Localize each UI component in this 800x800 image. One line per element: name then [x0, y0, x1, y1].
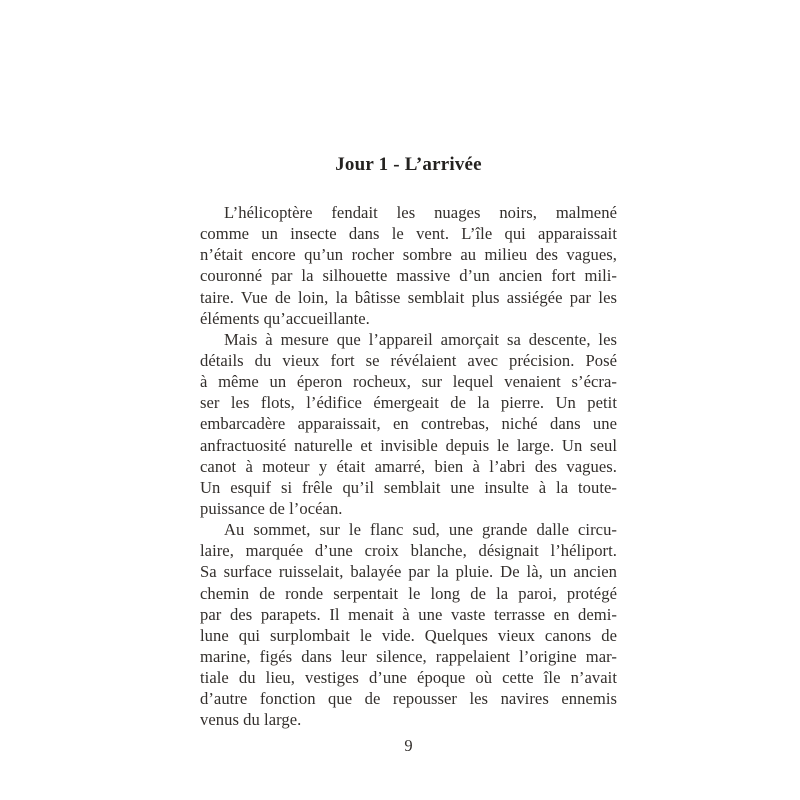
text-line: anfractuosité naturelle et invisible depuis le large. Un seul: [200, 435, 617, 455]
text-line: n’était encore qu’un rocher sombre au milieu des vagues,: [200, 245, 617, 265]
text-line: par des parapets. Il menait à une vaste terrasse en demi-: [200, 604, 617, 624]
text-line: laire, marquée d’une croix blanche, désignait l’héliport.: [200, 541, 617, 561]
paragraph: [200, 202, 617, 329]
paragraph: [200, 519, 617, 730]
text-line: chemin de ronde serpentait le long de la paroi, protégé: [200, 583, 617, 603]
text-line: Un esquif si frêle qu’il semblait une insulte à la toute-: [200, 477, 617, 497]
text-line: canot à moteur y était amarré, bien à l’abri des vagues.: [200, 456, 617, 476]
text-line: Mais à mesure que l’appareil amorçait sa descente, les: [224, 329, 617, 349]
text-line: taire. Vue de loin, la bâtisse semblait plus assiégée par les: [200, 287, 617, 307]
paragraphs: [200, 202, 617, 731]
text-line: comme un insecte dans le vent. L’île qui apparaissait: [200, 224, 617, 244]
text-line: d’autre fonction que de repousser les navires ennemis: [200, 689, 617, 709]
paragraph: [200, 329, 617, 519]
text-line: venus du large.: [200, 710, 302, 730]
text-line: embarcadère apparaissait, en contrebas, niché dans une: [200, 414, 617, 434]
text-line: tiale du lieu, vestiges d’une époque où cette île n’avait: [200, 668, 617, 688]
text-line: à même un éperon rocheux, sur lequel venaient s’écra-: [200, 372, 617, 392]
text-line: puissance de l’océan.: [200, 498, 343, 518]
text-line: Sa surface ruisselait, balayée par la pluie. De là, un ancien: [200, 562, 617, 582]
text-line: détails du vieux fort se révélaient avec précision. Posé: [200, 350, 617, 370]
text-line: Au sommet, sur le flanc sud, une grande dalle circu-: [224, 520, 617, 540]
text-line: L’hélicoptère fendait les nuages noirs, malmené: [224, 203, 617, 222]
text-line: ser les flots, l’édifice émergeait de la pierre. Un petit: [200, 393, 617, 413]
text-line: couronné par la silhouette massive d’un ancien fort mili-: [200, 266, 617, 286]
text-line: éléments qu’accueillante.: [200, 308, 370, 328]
text-line: marine, figés dans leur silence, rappelaient l’origine mar-: [200, 646, 617, 666]
text-block: [200, 154, 617, 731]
page-number: 9: [404, 736, 413, 755]
chapter-title: Jour 1 - L’arrivée: [335, 154, 482, 175]
text-line: lune qui surplombait le vide. Quelques vieux canons de: [200, 625, 617, 645]
